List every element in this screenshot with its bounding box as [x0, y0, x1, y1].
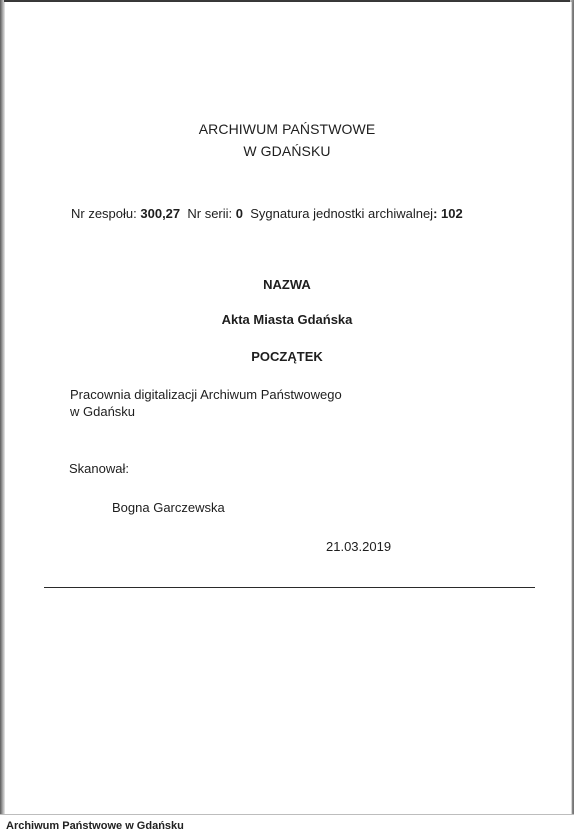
footer-text: Archiwum Państwowe w Gdańsku	[6, 820, 184, 832]
sygnatura-value: 102	[441, 206, 463, 221]
zespol-value: 300,27	[140, 206, 181, 221]
scan-date: 21.03.2019	[326, 539, 392, 554]
sygnatura-label: Sygnatura jednostki archiwalnej	[250, 206, 434, 221]
zespol-label: Nr zespołu:	[71, 206, 141, 221]
serii-label: Nr serii:	[187, 206, 236, 221]
metadata-line	[71, 206, 463, 222]
horizontal-rule	[44, 587, 535, 588]
archive-title-line1: ARCHIWUM PAŃSTWOWE	[198, 121, 376, 137]
poczatek-line2: w Gdańsku	[70, 404, 136, 419]
poczatek-line1: Pracownia digitalizacji Archiwum Państwowego	[70, 387, 342, 402]
scanner-name: Bogna Garczewska	[112, 500, 225, 515]
scanned-by-label: Skanował:	[69, 461, 129, 476]
nazwa-label: NAZWA	[263, 277, 311, 292]
nazwa-value: Akta Miasta Gdańska	[221, 312, 353, 327]
poczatek-label: POCZĄTEK	[251, 349, 323, 364]
footer-bar	[0, 814, 574, 840]
archive-title-line2: W GDAŃSKU	[243, 143, 331, 159]
sygnatura-colon: :	[433, 206, 438, 221]
serii-value: 0	[235, 206, 243, 221]
